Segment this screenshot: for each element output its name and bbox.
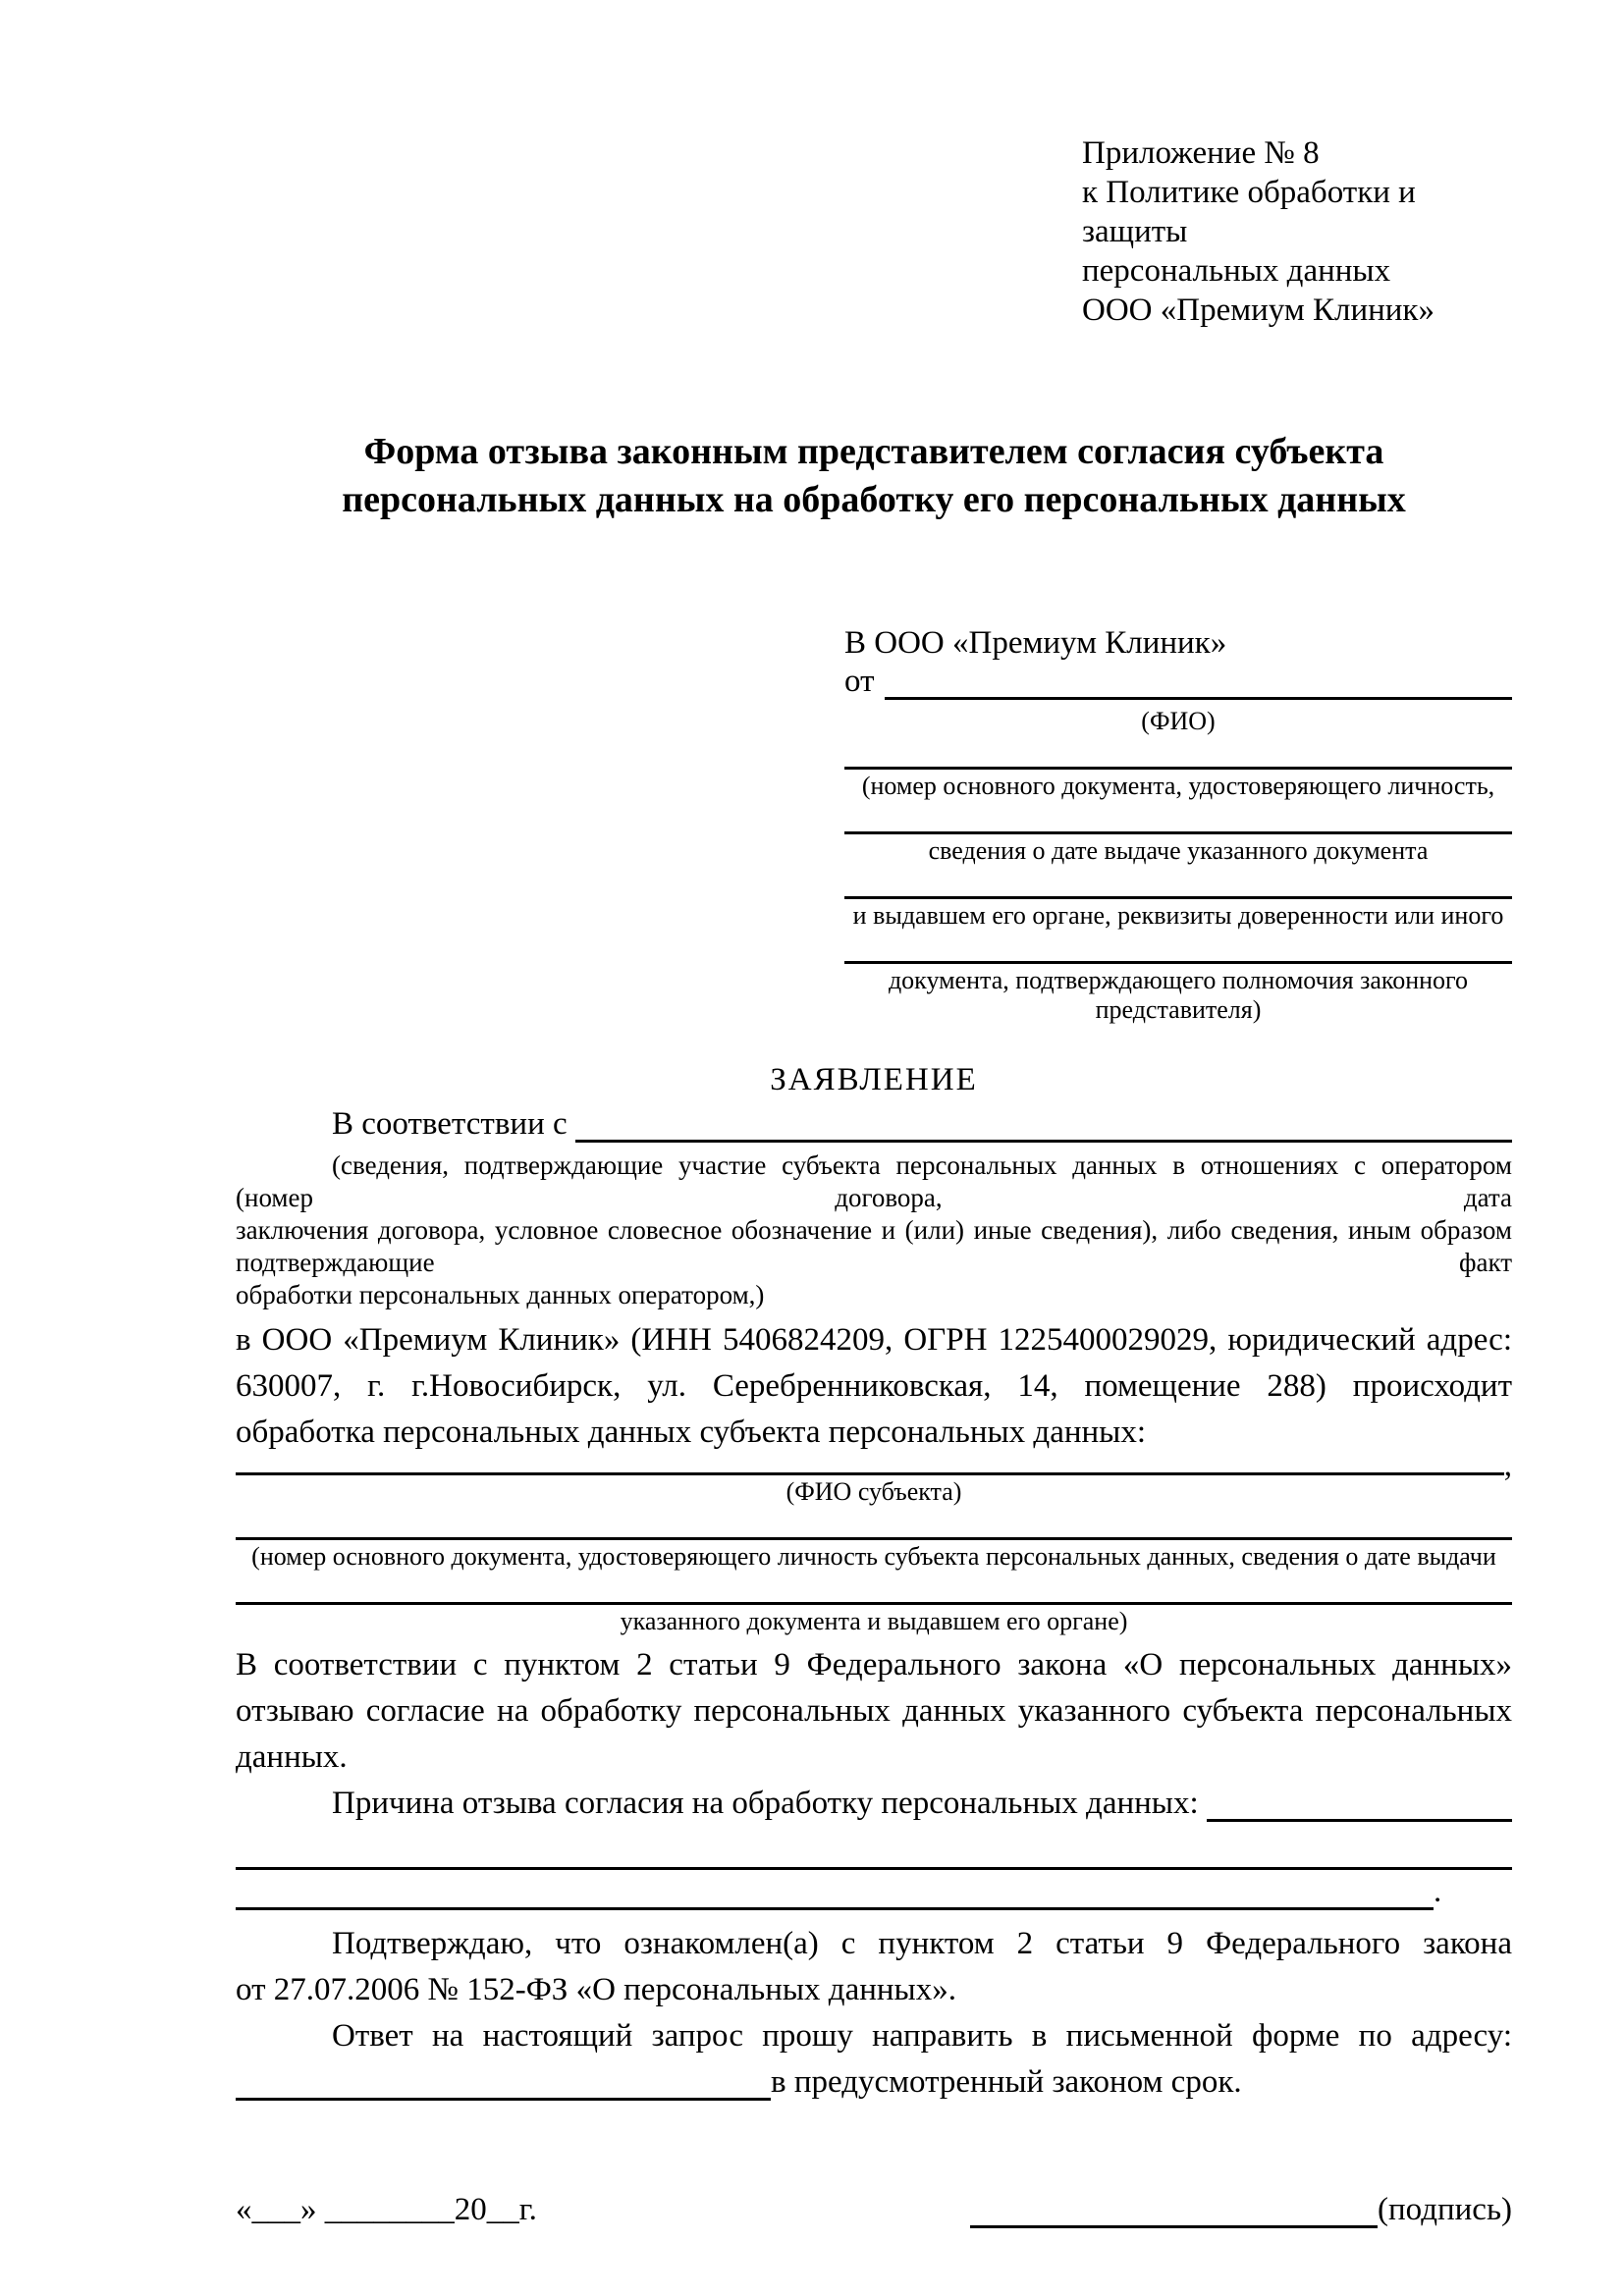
document-title-line: персональных данных на обработку его персональных данных: [342, 479, 1406, 520]
in-accordance-row: [236, 1101, 1512, 1148]
trailing-period: .: [1434, 1874, 1442, 1909]
signature-area: [970, 2187, 1512, 2233]
doc-issue-date-caption: сведения о дате выдаче указанного документа: [928, 836, 1429, 865]
blank-line-basis: [575, 1140, 1512, 1143]
subject-doc-authority-caption: указанного документа и выдавшем его органе): [620, 1607, 1128, 1635]
representative-doc-caption: документа, подтверждающего полномочия законного представителя): [888, 966, 1469, 1024]
in-accordance-label: В соответствии с: [332, 1106, 568, 1142]
confirm-paragraph-line: от 27.07.2006 № 152-ФЗ «О персональных данных».: [236, 1972, 956, 2007]
note-line: заключения договора, условное словесное обозначение и (или) иные сведения), либо сведения, иным образом подтверждающие факт: [236, 1215, 1512, 1277]
blank-line-reason-continued: [236, 1907, 1434, 1910]
reason-final-row: [236, 1870, 1512, 1915]
reply-address-row: [236, 2059, 1512, 2106]
subject-fio-caption: (ФИО субъекта): [785, 1477, 962, 1506]
confirm-paragraph: [236, 1921, 1512, 2013]
doc-number-caption: (номер основного документа, удостоверяющего личность,: [861, 772, 1495, 800]
addressee-block: [844, 622, 1512, 1025]
blank-line-reason-continued: [236, 1827, 1512, 1870]
withdraw-paragraph: [236, 1642, 1512, 1781]
blank-line-subject-doc-authority: [236, 1572, 1512, 1605]
operator-paragraph: [236, 1317, 1512, 1456]
explanatory-note: [236, 1149, 1512, 1311]
document-title-line: Форма отзыва законным представителем согласия субъекта: [363, 431, 1384, 472]
appendix-line: Приложение № 8: [1082, 135, 1320, 171]
fio-caption: (ФИО): [1141, 707, 1216, 735]
appendix-block: [1082, 133, 1512, 330]
doc-authority-caption: и выдавшем его органе, реквизиты доверенности или иного: [852, 901, 1504, 930]
blank-line-doc-authority: [844, 866, 1512, 899]
statement-heading: ЗАЯВЛЕНИЕ: [770, 1062, 978, 1097]
reply-tail: в предусмотренный законом срок.: [771, 2064, 1242, 2100]
blank-line-fio: [885, 697, 1513, 700]
trailing-comma: ,: [1503, 1448, 1512, 1483]
blank-line-signature: [970, 2225, 1378, 2228]
withdraw-paragraph-line: В соответствии с пунктом 2 статьи 9 Федерального закона «О персональных данных»: [236, 1647, 1512, 1682]
addressee-from-row: [844, 664, 1512, 705]
addressee-from-label: от: [844, 664, 875, 699]
blank-line-subject-doc: [236, 1507, 1512, 1540]
reason-row: [236, 1781, 1512, 1827]
document-title: [236, 428, 1512, 524]
blank-line-representative-doc: [844, 931, 1512, 964]
blank-line-subject-fio: [236, 1472, 1504, 1475]
date-line: «___» ________20__г.: [236, 2192, 537, 2227]
signature-row: [236, 2184, 1512, 2233]
appendix-line: ООО «Премиум Клиник»: [1082, 293, 1435, 328]
operator-paragraph-line: обработка персональных данных субъекта персональных данных:: [236, 1415, 1146, 1450]
blank-line-reason: [1207, 1819, 1512, 1822]
blank-line-reply-address: [236, 2098, 771, 2101]
blank-line-doc-number: [844, 736, 1512, 770]
withdraw-paragraph-line: данных.: [236, 1739, 348, 1775]
confirm-paragraph-line: Подтверждаю, что ознакомлен(а) с пунктом 2 статьи 9 Федерального закона: [332, 1926, 1512, 1961]
subject-doc-caption: (номер основного документа, удостоверяющего личность субъекта персональных данных, сведения о дате выдачи: [251, 1542, 1496, 1571]
operator-paragraph-line: в ООО «Премиум Клиник» (ИНН 5406824209, ОГРН 1225400029029, юридический адрес:: [236, 1322, 1512, 1358]
operator-paragraph-line: 630007, г. г.Новосибирск, ул. Серебренниковская, 14, помещение 288) происходит: [236, 1368, 1512, 1404]
appendix-line: персональных данных: [1082, 253, 1391, 289]
addressee-to: В ООО «Премиум Клиник»: [844, 625, 1227, 661]
signature-caption: (подпись): [1378, 2192, 1512, 2227]
withdraw-paragraph-line: отзываю согласие на обработку персональных данных указанного субъекта персональных: [236, 1693, 1512, 1729]
note-line: обработки персональных данных оператором,): [236, 1280, 765, 1309]
note-line: (сведения, подтверждающие участие субъекта персональных данных в отношениях с оператором (номер договора, дата: [236, 1150, 1512, 1212]
blank-line-doc-issue-date: [844, 801, 1512, 834]
subject-fio-row: [236, 1448, 1512, 1483]
reason-label: Причина отзыва согласия на обработку персональных данных:: [332, 1786, 1199, 1821]
appendix-line: к Политике обработки и защиты: [1082, 175, 1416, 249]
form-content: [236, 0, 1512, 2233]
reply-paragraph-line: Ответ на настоящий запрос прошу направить в письменной форме по адресу:: [332, 2018, 1512, 2054]
